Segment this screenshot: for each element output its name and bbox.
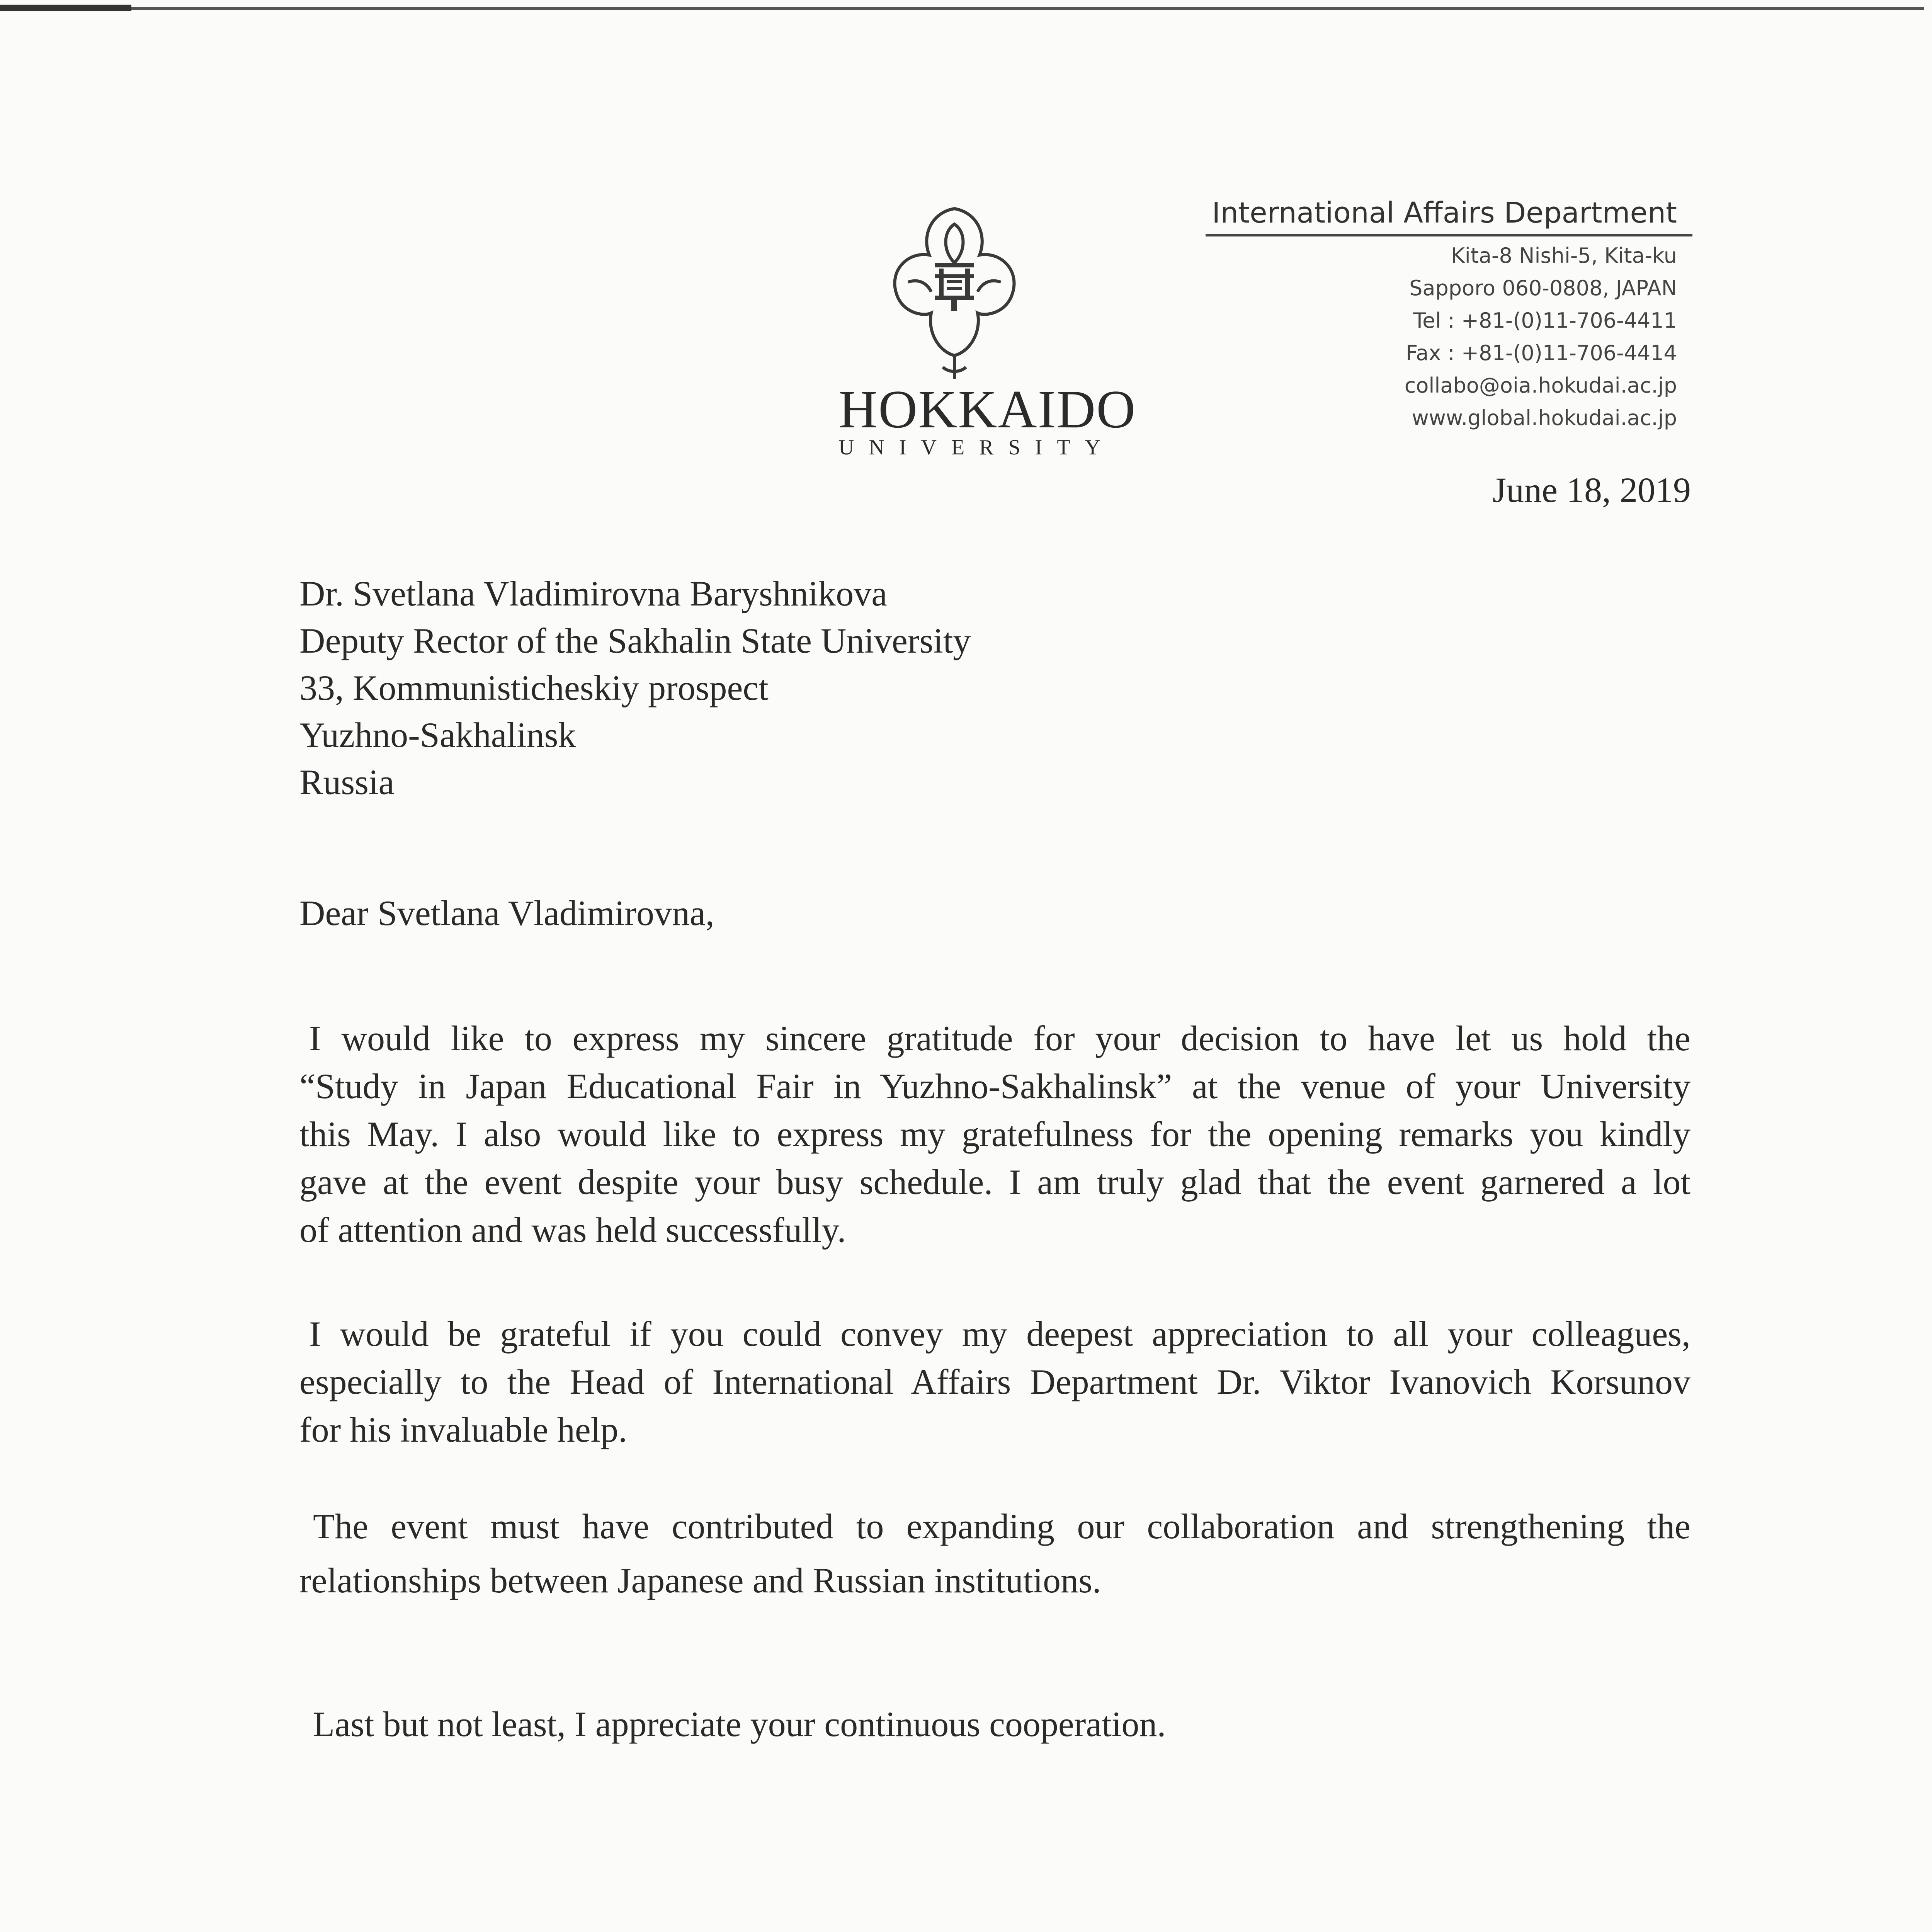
department-name: International Affairs Department [1206,196,1692,236]
paragraph-line: of attention and was held successfully. [299,1210,846,1250]
dept-address-line: Sapporo 060-0808, JAPAN [1409,276,1677,300]
university-emblem-icon [885,201,1024,383]
department-address [1206,240,1692,434]
paragraph-line: I would like to express my sincere gratitude for your decision to have let us hold the [309,1019,1690,1058]
letter-date: June 18, 2019 [1492,470,1691,510]
paragraph-line: especially to the Head of International Affairs Department Dr. Viktor Ivanovich Korsunov [299,1362,1690,1401]
body-paragraph-2 [299,1310,1690,1454]
recipient-country: Russia [299,762,395,802]
dept-website: www.global.hokudai.ac.jp [1412,406,1677,430]
paragraph-line: “Study in Japan Educational Fair in Yuzhno-Sakhalinsk” at the venue of your University [299,1066,1690,1106]
paragraph-line: this May. I also would like to express my gratefulness for the opening remarks you kindly [299,1114,1690,1154]
paragraph-line: for his invaluable help. [299,1410,628,1449]
salutation: Dear Svetlana Vladimirovna, [299,893,714,933]
body-paragraph-4 [299,1700,1690,1748]
top-edge-rule [0,7,1924,10]
logo-name: HOKKAIDO [838,379,1136,439]
body-paragraph-1 [299,1014,1690,1254]
recipient-title: Deputy Rector of the Sakhalin State University [299,621,971,660]
hokkaido-university-logo [838,201,1136,459]
paragraph-line: gave at the event despite your busy schedule. I am truly glad that the event garnered a lot [299,1162,1690,1202]
paragraph-line: I would be grateful if you could convey my deepest appreciation to all your colleagues, [309,1314,1690,1354]
department-block [1206,196,1692,434]
dept-fax: Fax : +81-(0)11-706-4414 [1406,341,1677,365]
paragraph-line: Last but not least, I appreciate your continuous cooperation. [313,1704,1166,1744]
dept-email: collabo@oia.hokudai.ac.jp [1404,373,1677,398]
recipient-city: Yuzhno-Sakhalinsk [299,715,576,755]
paragraph-line: relationships between Japanese and Russian institutions. [299,1561,1101,1600]
body-paragraph-3 [299,1499,1690,1607]
dept-tel: Tel : +81-(0)11-706-4411 [1413,308,1677,333]
top-edge-rule-mark [0,5,131,11]
recipient-address [299,570,971,806]
recipient-street: 33, Kommunisticheskiy prospect [299,668,769,707]
paragraph-line: The event must have contributed to expanding our collaboration and strengthening the [313,1507,1690,1546]
logo-subtitle: UNIVERSITY [838,435,1115,459]
recipient-name: Dr. Svetlana Vladimirovna Baryshnikova [299,574,888,613]
dept-address-line: Kita-8 Nishi-5, Kita-ku [1451,243,1677,268]
